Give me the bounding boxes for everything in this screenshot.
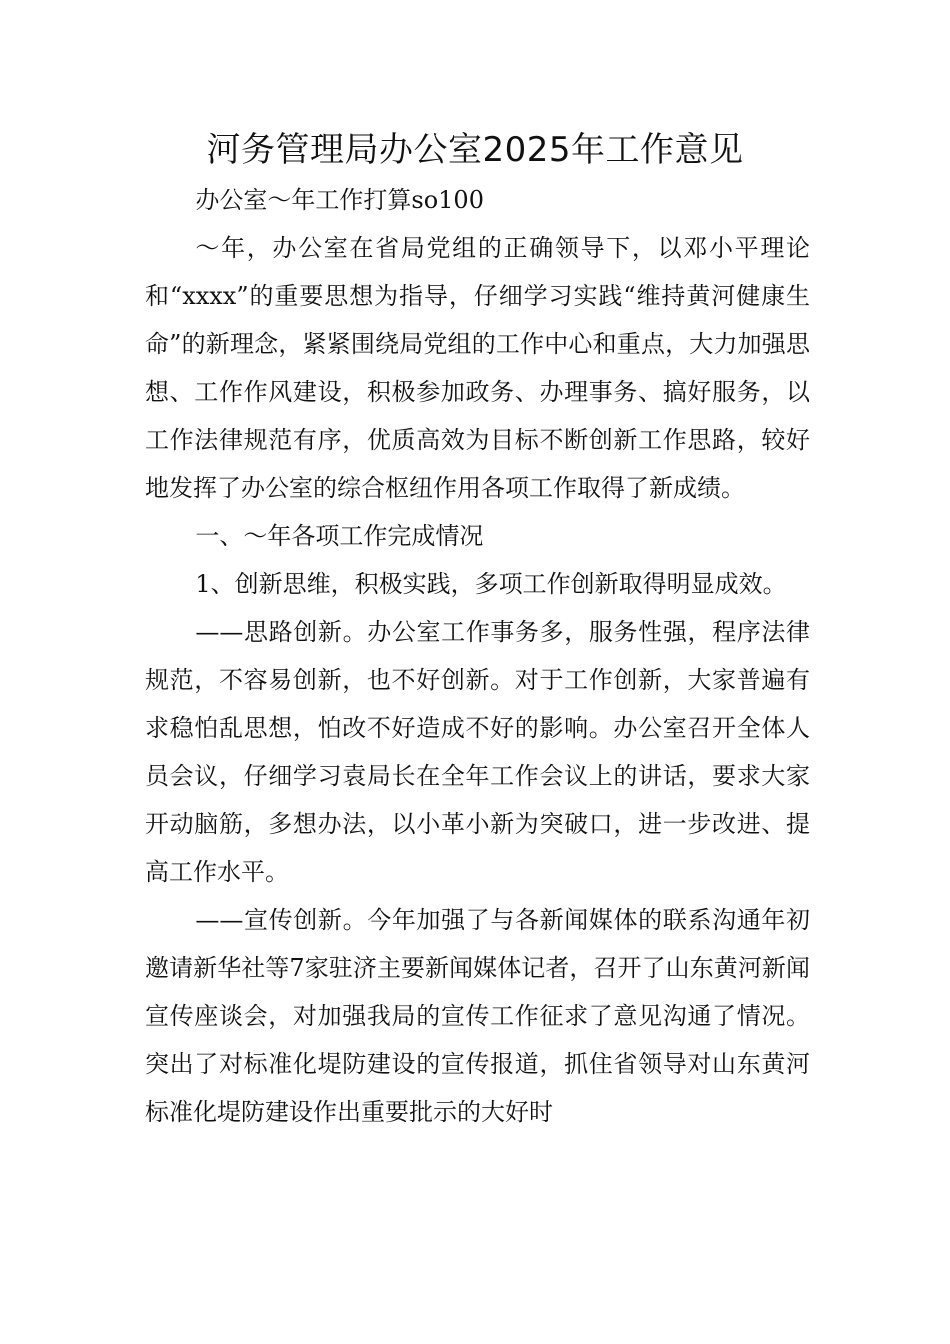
paragraph-intro: ～年，办公室在省局党组的正确领导下，以邓小平理论和“xxxx”的重要思想为指导，仔细学习实践“维持黄河健康生命”的新理念，紧紧围绕局党组的工作中心和重点，大力加强思想、工作作风建设，积极参加政务、办理事务、搞好服务，以工作法律规范有序，优质高效为目标不断创新工作思路，较好地发挥了办公室的综合枢纽作用各项工作取得了新成绩。 — [145, 234, 810, 502]
paragraph-subtitle: 办公室～年工作打算so100 — [195, 186, 484, 214]
paragraph-thinking-innovation: ——思路创新。办公室工作事务多，服务性强，程序法律规范，不容易创新，也不好创新。对于工作创新，大家普遍有求稳怕乱思想，怕改不好造成不好的影响。办公室召开全体人员会议，仔细学习袁局长在全年工作会议上的讲话，要求大家开动脑筋，多想办法，以小革小新为突破口，进一步改进、提高工作水平。 — [145, 618, 810, 886]
document-title: 河务管理局办公室2025年工作意见 — [206, 130, 744, 170]
paragraph-publicity-innovation: ——宣传创新。今年加强了与各新闻媒体的联系沟通年初邀请新华社等7家驻济主要新闻媒体记者，召开了山东黄河新闻宣传座谈会，对加强我局的宣传工作征求了意见沟通了情况。突出了对标准化堤防建设的宣传报道，抓住省领导对山东黄河标准化堤防建设作出重要批示的大好时 — [145, 906, 810, 1126]
document-body — [145, 176, 810, 1136]
subsection-heading: 1、创新思维，积极实践，多项工作创新取得明显成效。 — [195, 570, 787, 598]
section-heading: 一、～年各项工作完成情况 — [195, 522, 484, 550]
